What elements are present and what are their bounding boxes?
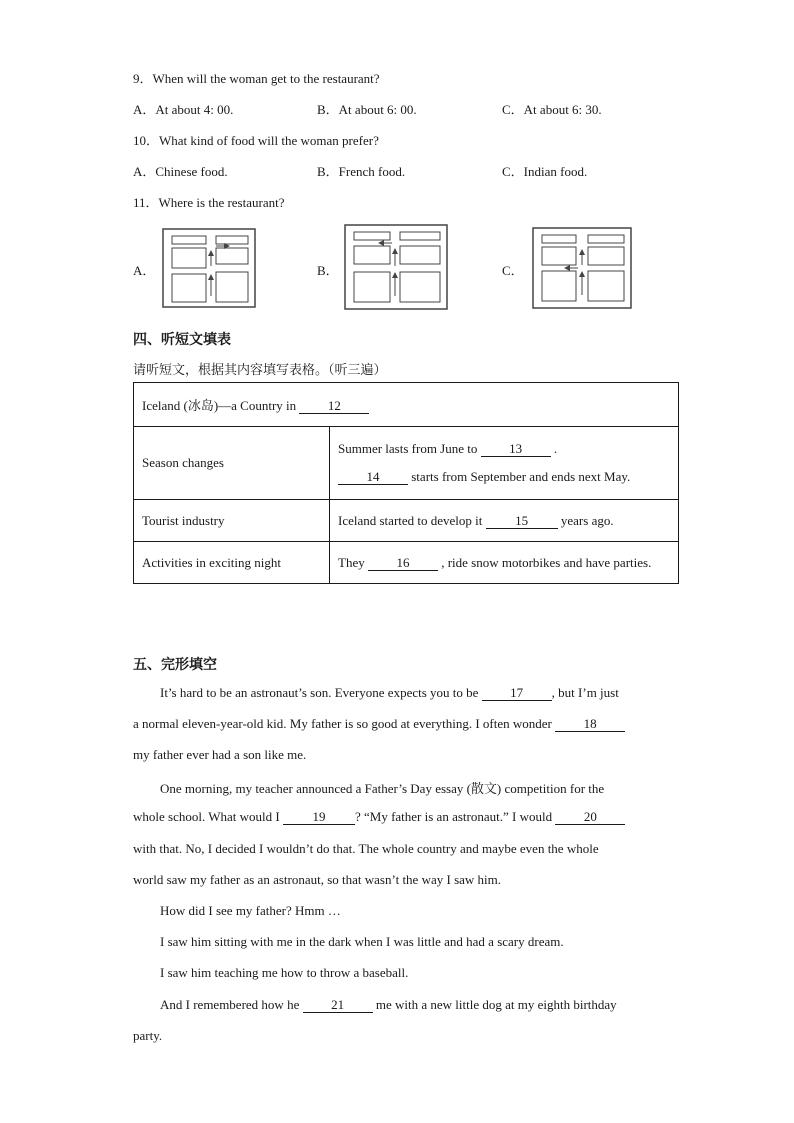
table-row	[134, 542, 679, 584]
fill-in-table	[133, 382, 679, 584]
q9-option-c: C．At about 6: 30.	[502, 102, 602, 117]
q10-option-a: A．Chinese food.	[133, 164, 228, 179]
row-content	[330, 427, 679, 500]
row-text: Iceland started to develop it	[338, 512, 486, 528]
question-11: 11．Where is the restaurant?	[133, 195, 285, 210]
passage-line: One morning, my teacher announced a Father’s Day essay (散文) competition for the	[160, 781, 605, 796]
passage-line: How did I see my father? Hmm …	[160, 903, 341, 918]
q9-option-a: A．At about 4: 00.	[133, 102, 234, 117]
row-content	[330, 500, 679, 542]
q11-map-c	[530, 225, 634, 311]
section-5-title: 五、完形填空	[133, 657, 217, 673]
passage-line: my father ever had a son like me.	[133, 747, 307, 762]
blank-13[interactable]: 13	[481, 442, 551, 457]
row-text: .	[550, 441, 558, 456]
row-text: Summer lasts from June to	[338, 441, 481, 456]
blank-21[interactable]: 21	[303, 998, 373, 1013]
blank-16[interactable]: 16	[368, 556, 438, 571]
blank-17[interactable]: 17	[482, 686, 552, 701]
passage-line: with that. No, I decided I wouldn’t do that. The whole country and maybe even the whole	[133, 841, 599, 856]
blank-14[interactable]: 14	[338, 470, 408, 485]
row-content	[330, 542, 679, 584]
row-text: , ride snow motorbikes and have parties.	[437, 554, 652, 570]
q11-option-a-label: A．	[133, 263, 156, 278]
blank-15[interactable]: 15	[486, 514, 558, 529]
table-header-cell	[134, 383, 679, 427]
passage-line: I saw him sitting with me in the dark when I was little and had a scary dream.	[160, 934, 564, 949]
passage-line: I saw him teaching me how to throw a baseball.	[160, 965, 409, 980]
table-row	[134, 500, 679, 542]
row-label: Activities in exciting night	[134, 542, 330, 584]
q11-option-c-label: C．	[502, 263, 524, 278]
row-text: starts from September and ends next May.	[408, 469, 631, 484]
blank-19[interactable]: 19	[283, 810, 355, 825]
question-9: 9．When will the woman get to the restaurant?	[133, 71, 380, 86]
q9-option-b: B．At about 6: 00.	[317, 102, 417, 117]
passage-line: And I remembered how he 21 me with a new little dog at my eighth birthday	[160, 997, 617, 1012]
question-10: 10．What kind of food will the woman prefer?	[133, 133, 379, 148]
section-4-instruction: 请听短文，根据其内容填写表格。（听三遍）	[133, 363, 387, 378]
passage-line: a normal eleven-year-old kid. My father is so good at everything. I often wonder 18	[133, 716, 625, 732]
table-row	[134, 427, 679, 500]
table-header-text: Iceland (冰岛)—a Country in	[142, 398, 300, 413]
passage-line: party.	[133, 1028, 163, 1043]
row-text: They	[338, 554, 368, 570]
blank-18[interactable]: 18	[555, 717, 625, 732]
blank-20[interactable]: 20	[555, 810, 625, 825]
row-text: years ago.	[557, 512, 614, 528]
q10-option-c: C．Indian food.	[502, 164, 588, 179]
section-4-title: 四、听短文填表	[133, 332, 231, 348]
q11-option-b-label: B．	[317, 263, 339, 278]
q11-map-a	[160, 226, 258, 310]
row-label: Season changes	[134, 427, 330, 500]
q11-map-b	[342, 222, 450, 312]
q10-option-b: B．French food.	[317, 164, 406, 179]
blank-12[interactable]: 12	[299, 399, 369, 414]
row-label: Tourist industry	[134, 500, 330, 542]
table-row	[134, 383, 679, 427]
passage-line: It’s hard to be an astronaut’s son. Everyone expects you to be 17 , but I’m just	[160, 685, 619, 700]
passage-line: whole school. What would I 19 ? “My father is an astronaut.” I would 20	[133, 809, 625, 825]
passage-line: world saw my father as an astronaut, so that wasn’t the way I saw him.	[133, 872, 502, 887]
